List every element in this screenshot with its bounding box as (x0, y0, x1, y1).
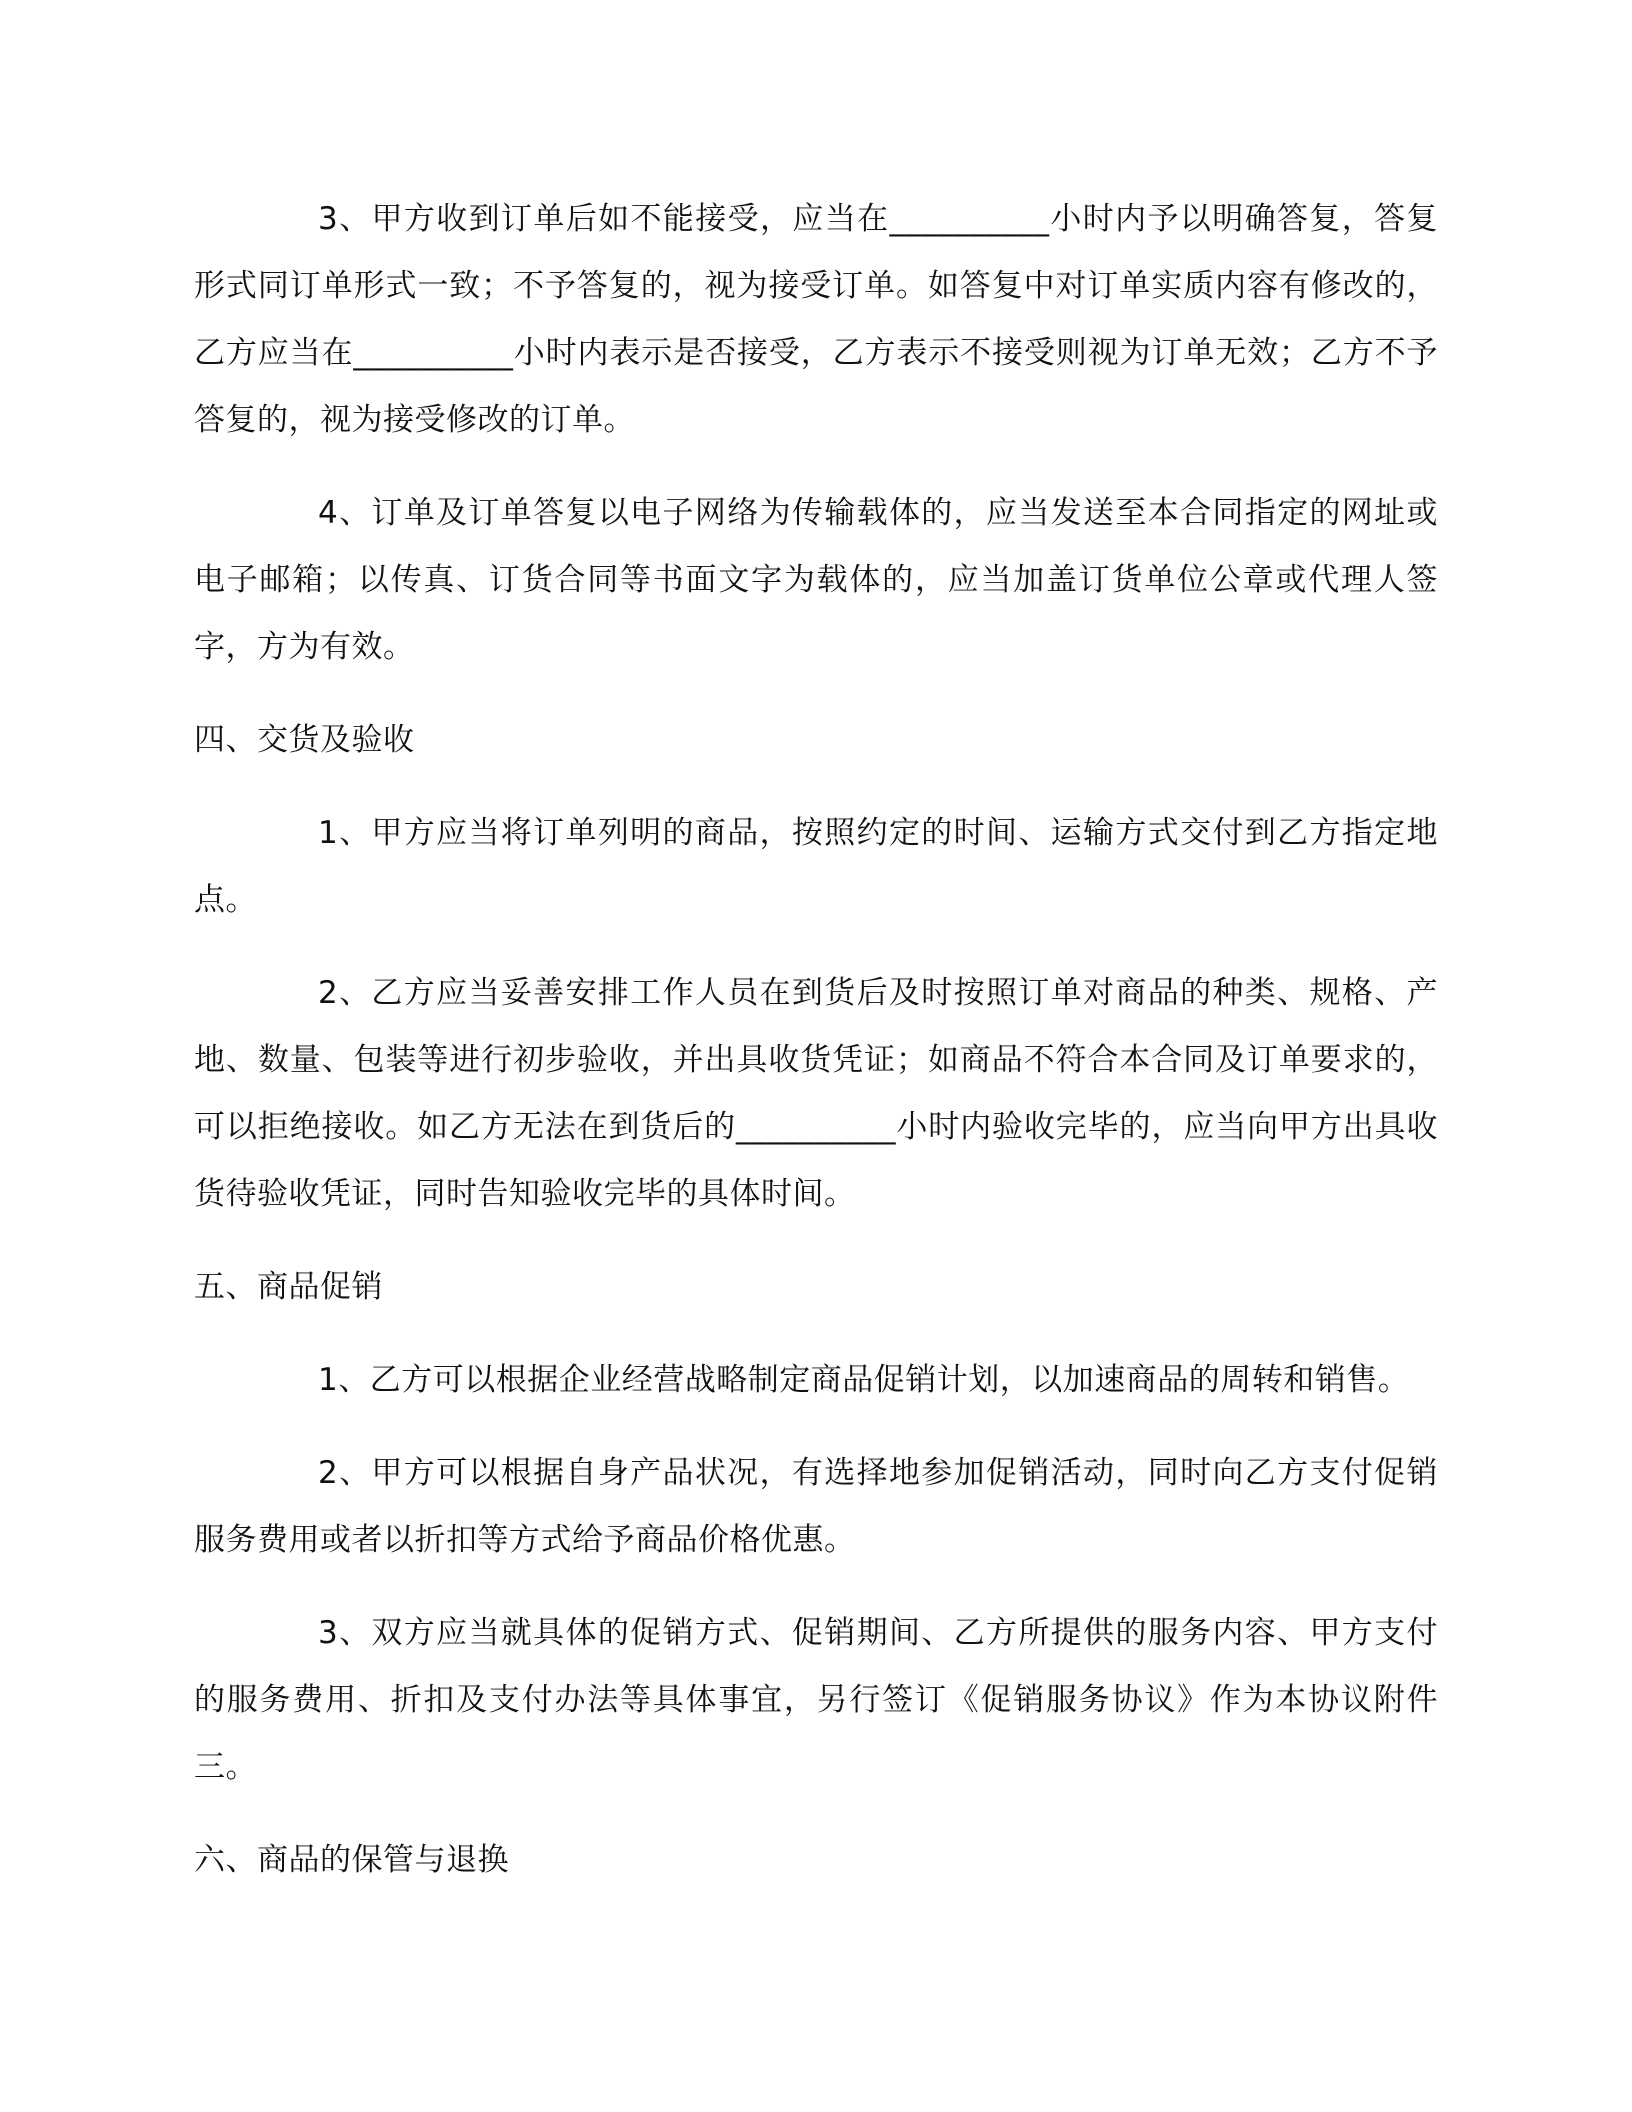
clause-4-order-carrier: 4、订单及订单答复以电子网络为传输载体的，应当发送至本合同指定的网址或电子邮箱；以传真、订货合同等书面文字为载体的，应当加盖订货单位公章或代理人签字，方为有效。 (194, 495, 1438, 665)
clause-3-promotion-agreement: 3、双方应当就具体的促销方式、促销期间、乙方所提供的服务内容、甲方支付的服务费用、折扣及支付办法等具体事宜，另行签订《促销服务协议》作为本协议附件三。 (194, 1615, 1438, 1785)
document-page (194, 186, 1438, 1920)
clause-3-order-reply: 3、甲方收到订单后如不能接受，应当在__________小时内予以明确答复，答复形式同订单形式一致；不予答复的，视为接受订单。如答复中对订单实质内容有修改的，乙方应当在__________小时内表示是否接受，乙方表示不接受则视为订单无效；乙方不予答复的，视为接受修改的订单。 (194, 201, 1438, 438)
clause-1-delivery: 1、甲方应当将订单列明的商品，按照约定的时间、运输方式交付到乙方指定地点。 (194, 815, 1438, 918)
clause-2-promotion-participation: 2、甲方可以根据自身产品状况，有选择地参加促销活动，同时向乙方支付促销服务费用或者以折扣等方式给予商品价格优惠。 (194, 1455, 1438, 1558)
clause-1-promotion-plan: 1、乙方可以根据企业经营战略制定商品促销计划，以加速商品的周转和销售。 (318, 1362, 1410, 1398)
section-heading-promotion: 五、商品促销 (194, 1269, 383, 1305)
section-heading-storage-return: 六、商品的保管与退换 (194, 1842, 509, 1878)
clause-2-acceptance: 2、乙方应当妥善安排工作人员在到货后及时按照订单对商品的种类、规格、产地、数量、包装等进行初步验收，并出具收货凭证；如商品不符合本合同及订单要求的，可以拒绝接收。如乙方无法在到货后的__________小时内验收完毕的，应当向甲方出具收货待验收凭证，同时告知验收完毕的具体时间。 (194, 975, 1438, 1212)
section-heading-delivery: 四、交货及验收 (194, 722, 415, 758)
